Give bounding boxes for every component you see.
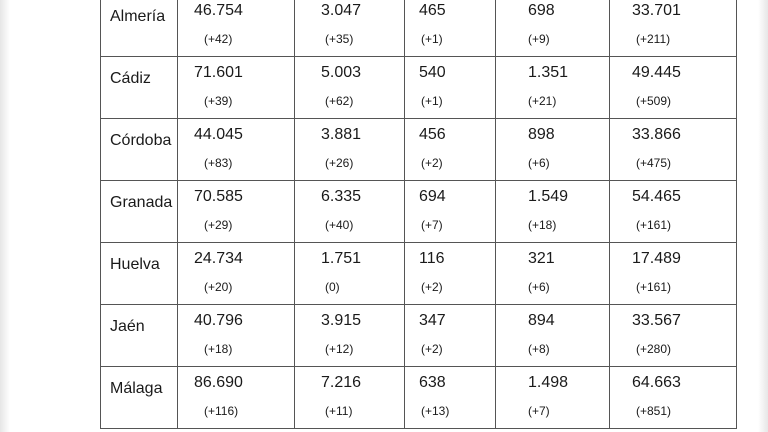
data-cell bbox=[496, 243, 610, 305]
cell-value: 54.465 bbox=[632, 188, 681, 205]
cell-delta: (+40) bbox=[325, 218, 354, 232]
province-name: Huelva bbox=[110, 256, 160, 273]
cell-value: 17.489 bbox=[632, 250, 681, 267]
province-name: Granada bbox=[110, 194, 173, 211]
data-cell bbox=[610, 305, 737, 367]
cell-delta: (0) bbox=[325, 280, 340, 294]
data-cell bbox=[295, 181, 405, 243]
province-cell bbox=[101, 305, 178, 367]
data-cell bbox=[610, 243, 737, 305]
data-cell bbox=[405, 57, 496, 119]
table-row bbox=[101, 119, 737, 181]
cell-value: 5.003 bbox=[321, 64, 362, 81]
cell-delta: (+21) bbox=[528, 94, 557, 108]
cell-value: 1.351 bbox=[528, 64, 569, 81]
cell-value: 6.335 bbox=[321, 188, 362, 205]
cell-delta: (+280) bbox=[636, 342, 672, 356]
cell-value: 64.663 bbox=[632, 374, 681, 391]
cell-delta: (+18) bbox=[528, 218, 557, 232]
cell-value: 86.690 bbox=[194, 374, 243, 391]
cell-delta: (+8) bbox=[528, 342, 550, 356]
data-cell bbox=[610, 57, 737, 119]
cell-delta: (+2) bbox=[421, 280, 443, 294]
cell-delta: (+1) bbox=[421, 32, 443, 46]
cell-delta: (+13) bbox=[421, 404, 450, 418]
cell-delta: (+39) bbox=[204, 94, 233, 108]
page-edge-shadow-right bbox=[758, 0, 768, 432]
cell-value: 347 bbox=[419, 312, 446, 329]
cell-value: 116 bbox=[419, 250, 445, 267]
province-statistics-table bbox=[100, 0, 737, 429]
cell-delta: (+475) bbox=[636, 156, 672, 170]
data-cell bbox=[405, 243, 496, 305]
cell-value: 7.216 bbox=[321, 374, 362, 391]
data-cell bbox=[496, 181, 610, 243]
cell-delta: (+42) bbox=[204, 32, 233, 46]
cell-value: 465 bbox=[419, 2, 446, 19]
data-cell bbox=[610, 181, 737, 243]
table-row bbox=[101, 181, 737, 243]
cell-delta: (+1) bbox=[421, 94, 443, 108]
province-cell bbox=[101, 0, 178, 57]
cell-value: 456 bbox=[419, 126, 446, 143]
province-name: Málaga bbox=[110, 380, 163, 397]
data-cell bbox=[178, 119, 295, 181]
cell-value: 694 bbox=[419, 188, 446, 205]
data-cell bbox=[178, 305, 295, 367]
cell-value: 3.915 bbox=[321, 312, 362, 329]
cell-value: 40.796 bbox=[194, 312, 243, 329]
cell-delta: (+62) bbox=[325, 94, 354, 108]
cell-value: 638 bbox=[419, 374, 446, 391]
data-cell bbox=[178, 0, 295, 57]
table-body bbox=[101, 0, 737, 429]
cell-delta: (+161) bbox=[636, 280, 672, 294]
cell-delta: (+851) bbox=[636, 404, 672, 418]
table-row bbox=[101, 57, 737, 119]
cell-delta: (+211) bbox=[636, 32, 671, 46]
province-cell bbox=[101, 119, 178, 181]
province-name: Cádiz bbox=[110, 70, 151, 87]
cell-value: 898 bbox=[528, 126, 555, 143]
cell-value: 3.881 bbox=[321, 126, 362, 143]
cell-value: 71.601 bbox=[194, 64, 243, 81]
cell-delta: (+29) bbox=[204, 218, 233, 232]
cell-delta: (+7) bbox=[421, 218, 443, 232]
cell-delta: (+12) bbox=[325, 342, 354, 356]
cell-delta: (+2) bbox=[421, 156, 443, 170]
data-cell bbox=[295, 305, 405, 367]
data-cell bbox=[610, 367, 737, 429]
cell-delta: (+509) bbox=[636, 94, 672, 108]
province-cell bbox=[101, 57, 178, 119]
data-cell bbox=[496, 305, 610, 367]
table-row bbox=[101, 305, 737, 367]
data-cell bbox=[178, 57, 295, 119]
cell-delta: (+6) bbox=[528, 280, 550, 294]
data-cell bbox=[405, 305, 496, 367]
province-name: Jaén bbox=[110, 318, 145, 335]
data-cell bbox=[496, 367, 610, 429]
cell-delta: (+35) bbox=[325, 32, 354, 46]
data-cell bbox=[405, 367, 496, 429]
page-edge-shadow-left bbox=[0, 0, 10, 432]
province-cell bbox=[101, 367, 178, 429]
data-cell bbox=[405, 0, 496, 57]
data-cell bbox=[496, 0, 610, 57]
province-name: Almería bbox=[110, 8, 166, 25]
province-cell bbox=[101, 243, 178, 305]
cell-value: 3.047 bbox=[321, 2, 362, 19]
cell-value: 49.445 bbox=[632, 64, 681, 81]
table-row bbox=[101, 0, 737, 57]
cell-delta: (+7) bbox=[528, 404, 550, 418]
cell-delta: (+83) bbox=[204, 156, 233, 170]
cell-delta: (+2) bbox=[421, 342, 443, 356]
data-cell bbox=[610, 0, 737, 57]
cell-value: 1.549 bbox=[528, 188, 569, 205]
data-cell bbox=[496, 57, 610, 119]
data-cell bbox=[405, 119, 496, 181]
cell-value: 894 bbox=[528, 312, 555, 329]
cell-value: 1.751 bbox=[321, 250, 362, 267]
data-cell bbox=[295, 0, 405, 57]
data-cell bbox=[178, 181, 295, 243]
cell-delta: (+6) bbox=[528, 156, 550, 170]
cell-value: 1.498 bbox=[528, 374, 569, 391]
data-cell bbox=[496, 119, 610, 181]
cell-delta: (+161) bbox=[636, 218, 672, 232]
cell-value: 698 bbox=[528, 2, 555, 19]
data-cell bbox=[610, 119, 737, 181]
cell-delta: (+9) bbox=[528, 32, 550, 46]
cell-value: 321 bbox=[528, 250, 555, 267]
data-cell bbox=[405, 181, 496, 243]
cell-value: 540 bbox=[419, 64, 446, 81]
data-cell bbox=[295, 367, 405, 429]
cell-value: 33.866 bbox=[632, 126, 681, 143]
cell-value: 33.567 bbox=[632, 312, 681, 329]
data-cell bbox=[178, 243, 295, 305]
cell-value: 44.045 bbox=[194, 126, 243, 143]
data-cell bbox=[295, 119, 405, 181]
cell-value: 24.734 bbox=[194, 250, 243, 267]
province-cell bbox=[101, 181, 178, 243]
data-cell bbox=[295, 57, 405, 119]
data-cell bbox=[295, 243, 405, 305]
cell-delta: (+26) bbox=[325, 156, 354, 170]
cell-delta: (+20) bbox=[204, 280, 233, 294]
table-row bbox=[101, 367, 737, 429]
cell-delta: (+18) bbox=[204, 342, 233, 356]
table-row bbox=[101, 243, 737, 305]
cell-value: 70.585 bbox=[194, 188, 243, 205]
cell-delta: (+116) bbox=[204, 404, 239, 418]
data-cell bbox=[178, 367, 295, 429]
cell-value: 46.754 bbox=[194, 2, 243, 19]
cell-value: 33.701 bbox=[632, 2, 681, 19]
cell-delta: (+11) bbox=[325, 404, 353, 418]
province-name: Córdoba bbox=[110, 132, 172, 149]
